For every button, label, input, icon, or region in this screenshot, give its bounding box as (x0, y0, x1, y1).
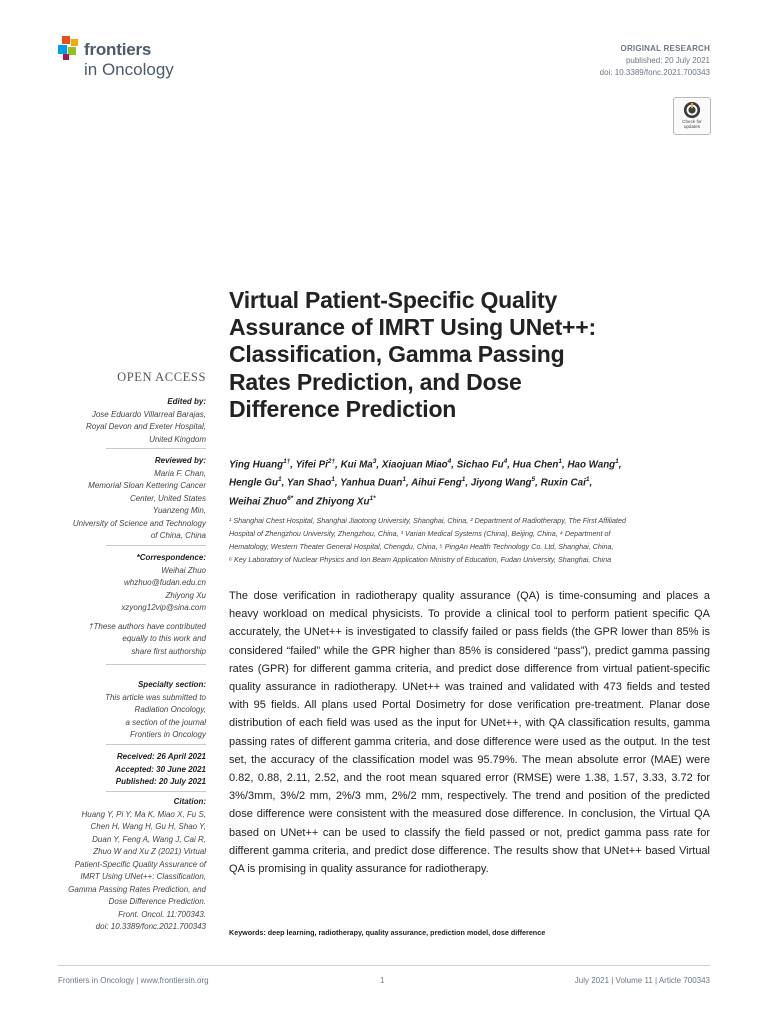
specialty-line: Radiation Oncology, (134, 705, 206, 714)
divider (106, 791, 206, 792)
editor-line: Jose Eduardo Villarreal Barajas, (91, 409, 206, 419)
author-name[interactable]: Weihai Zhuo (229, 495, 288, 507)
specialty-line: This article was submitted to (105, 692, 206, 702)
correspondence-heading: *Correspondence: (136, 553, 206, 562)
frontiers-logo-icon (58, 36, 82, 60)
citation-line: Duan Y, Feng A, Wang J, Cai R, (92, 834, 206, 844)
author-affiliation-mark: 3 (372, 458, 377, 465)
citation-line: Patient-Specific Quality Assurance of (74, 859, 206, 869)
doi-link[interactable]: doi: 10.3389/fonc.2021.700343 (599, 68, 710, 77)
keywords: Keywords: deep learning, radiotherapy, quality assurance, prediction model, dose difference (229, 928, 546, 937)
author-affiliation-mark: 1 (461, 476, 466, 484)
affiliation-line: Hematology, Western Theater General Hospital, Chengdu, China, ⁵ PingAn Health Technology Co. Ltd, Shanghai, China, (229, 542, 614, 551)
author-name[interactable]: Yan Shao (286, 477, 332, 489)
contribution-note-line: share first authorship (131, 646, 206, 656)
affiliation-line: ¹ Shanghai Chest Hospital, Shanghai Jiaotong University, Shanghai, China, ² Department of Radiotherapy, The First Affiliated (229, 516, 626, 525)
author-name[interactable]: Ruxin Cai (540, 477, 586, 489)
edited-by-heading: Edited by: (167, 397, 206, 406)
citation-heading: Citation: (173, 797, 206, 806)
affiliations (229, 514, 711, 566)
citation-line: Huang Y, Pi Y, Ma K, Miao X, Fu S, (81, 809, 206, 819)
divider (106, 545, 206, 546)
citation-line: IMRT Using UNet++: Classification, (80, 872, 206, 881)
published-date-sidebar: Published: 20 July 2021 (115, 777, 206, 786)
footer-issue-info: July 2021 | Volume 11 | Article 700343 (574, 976, 710, 985)
author-affiliation-mark: 1 (278, 476, 282, 484)
title-line: Assurance of IMRT Using UNet++: (229, 314, 596, 341)
author-name[interactable]: Hao Wang (567, 459, 616, 471)
reviewer-line: of China, China (150, 531, 206, 540)
editor-line: Royal Devon and Exeter Hospital, (85, 422, 206, 431)
reviewer-line: Yuanzeng Min, (152, 506, 206, 515)
check-for-updates-button[interactable] (673, 97, 711, 135)
author-name[interactable]: Zhiyong Xu (316, 495, 370, 507)
specialty-line: Frontiers in Oncology (129, 730, 206, 739)
citation-line: Zhuo W and Xu Z (2021) Virtual (93, 847, 206, 856)
editor-line: United Kingdom (149, 434, 206, 444)
author-affiliation-mark: 2† (327, 458, 336, 465)
footer-journal-link[interactable]: Frontiers in Oncology | www.frontiersin.org (58, 976, 209, 985)
affiliation-line: ⁶ Key Laboratory of Nuclear Physics and Ion Beam Application Ministry of Education, Fudan University, Shanghai, China (229, 555, 612, 564)
author-affiliation-mark: 6* (287, 494, 294, 502)
correspondence-name: Zhiyong Xu (165, 590, 206, 600)
divider (106, 448, 206, 449)
author-name[interactable]: Hua Chen (512, 459, 559, 471)
author-name[interactable]: Kui Ma (340, 459, 373, 471)
specialty-section (58, 679, 206, 745)
title-line: Virtual Patient-Specific Quality (229, 287, 558, 313)
edited-by-section (58, 396, 206, 449)
citation-line: Dose Difference Prediction. (108, 897, 206, 906)
contribution-note-line: †These authors have contributed (89, 621, 206, 631)
citation-line: Gamma Passing Rates Prediction, and (68, 884, 206, 894)
correspondence-email[interactable]: xzyong12vip@sina.com (121, 603, 206, 612)
page-number: 1 (380, 976, 385, 985)
footer-divider (58, 965, 710, 966)
citation-line: Chen H, Wang H, Gu H, Shao Y, (90, 822, 206, 831)
author-name[interactable]: Hengle Gu (229, 477, 278, 489)
citation-line: Front. Oncol. 11:700343. (118, 909, 206, 919)
abstract-text: The dose verification in radiotherapy quality assurance (QA) is time-consuming and places a heavy workload on medical physicists. To provide a clinical tool to perform patient specific QA accurately, the UNet++ is investigated to classify failed or pass fields (the GPR lower than 85% is considered “failed” while the GPR higher than 85% is considered “pass”), predict gamma passing rates (GPR) for different gamma criteria, and predict dose difference from virtual patient-specific quality assurance in radiotherapy. UNet++ was trained and validated with 473 fields and tested with 95 fields. All plans used Portal Dosimetry for dose verification pre-treatment. Planar dose distribution of each field was used as the input for UNet++, with QA classification results, gamma passing rates of different gamma criteria, and dose difference were used as the output. In the test set, the accuracy of the classification model was 95.79%. The mean absolute error (MAE) were 0.82, 0.88, 2.11, 2.52, and the root mean squared error (RMSE) were 1.38, 1.57, 3.33, 3.72 for 3%/3mm, 3%/2 mm, 2%/3 mm, 2%/2 mm, respectively. The trend and position of the predicted dose difference were consistent with the measured dose difference. In conclusion, the Virtual QA based on UNet++ can be used to classify the field passed or not, predict gamma pass rate for different gamma criteria, and predict dose difference. The results show that UNet++ based Virtual QA is promising in quality assurance for radiotherapy. (229, 590, 710, 876)
title-line: Classification, Gamma Passing (229, 341, 565, 368)
dates-section (58, 751, 206, 792)
reviewer-line: Memorial Sloan Kettering Cancer (88, 481, 206, 490)
accepted-date: Accepted: 30 June 2021 (115, 764, 206, 774)
citation-doi[interactable]: doi: 10.3389/fonc.2021.700343 (95, 922, 206, 931)
specialty-heading: Specialty section: (137, 680, 206, 689)
open-access-label: OPEN ACCESS (117, 370, 206, 384)
contribution-note-line: equally to this work and (122, 634, 206, 643)
author-name[interactable]: Xiaojuan Miao (381, 459, 448, 471)
reviewer-line: University of Science and Technology (72, 518, 206, 528)
author-affiliation-mark: 1† (283, 458, 291, 465)
logo-text-frontiers: frontiers (84, 40, 152, 59)
affiliation-line: Hospital of Zhengzhou University, Zhengzhou, China, ³ Varian Medical Systems (China), Beijing, China, ⁴ Department of (229, 529, 611, 538)
article-type: ORIGINAL RESEARCH (620, 44, 710, 53)
check-updates-label: Check for updates (682, 119, 702, 129)
correspondence-section (58, 552, 206, 665)
check-updates-icon (683, 101, 701, 119)
author-name[interactable]: Aihui Feng (411, 477, 462, 489)
author-affiliation-mark: 1 (585, 476, 590, 484)
specialty-line: a section of the journal (125, 717, 206, 727)
author-name[interactable]: Ying Huang (229, 459, 284, 471)
published-date: published: 20 July 2021 (625, 56, 710, 65)
divider (106, 664, 206, 665)
reviewed-by-section (58, 455, 206, 546)
divider (106, 744, 206, 745)
reviewer-line: Center, United States (129, 493, 206, 503)
title-line: Rates Prediction, and Dose (229, 368, 522, 395)
reviewed-by-heading: Reviewed by: (154, 456, 206, 465)
author-affiliation-mark: 1 (558, 458, 562, 465)
author-name[interactable]: Jiyong Wang (470, 477, 532, 489)
author-list: Ying Huang$^{1\dagger}$, Yifei $Pi^{2\dagger}$, Kui Ma$^3$, Xiaojuan Miao$^4$, Sichao Fu$^4$, Hua Chen$^1$, Hao Wang$^1$, Hengle Gu$^1$, Yan Shao$^1$, Yanhua Duan$^1$, Aihui Feng$^1$, Jiyong Wang$^5$, Ruxin Cai$^1$, Weihai Zhuo$^{6*}$ and Zhiyong $Xu^{1*}$ (229, 458, 622, 507)
citation-section (58, 796, 206, 934)
correspondence-email[interactable]: whzhuo@fudan.edu.cn (124, 578, 206, 587)
author-affiliation-mark: 1 (402, 476, 406, 484)
author-name[interactable]: Yifei Pi (295, 459, 328, 471)
author-affiliation-mark: 1 (331, 476, 335, 484)
author-affiliation-mark: 4 (503, 458, 508, 465)
author-affiliation-mark: 5 (531, 476, 536, 484)
journal-logo[interactable] (58, 34, 198, 82)
logo-text-journal: in Oncology (84, 60, 174, 79)
author-name[interactable]: Yanhua Duan (340, 477, 403, 489)
author-name[interactable]: Sichao Fu (456, 459, 504, 471)
author-affiliation-mark: 1 (615, 458, 619, 465)
article-title (229, 287, 699, 423)
correspondence-name: Weihai Zhuo (161, 565, 206, 575)
author-affiliation-mark: 4 (447, 458, 452, 465)
author-affiliation-mark: 1* (369, 494, 376, 502)
reviewer-line: Maria F. Chan, (154, 468, 206, 478)
title-line: Difference Prediction (229, 395, 457, 422)
received-date: Received: 26 April 2021 (116, 752, 206, 761)
